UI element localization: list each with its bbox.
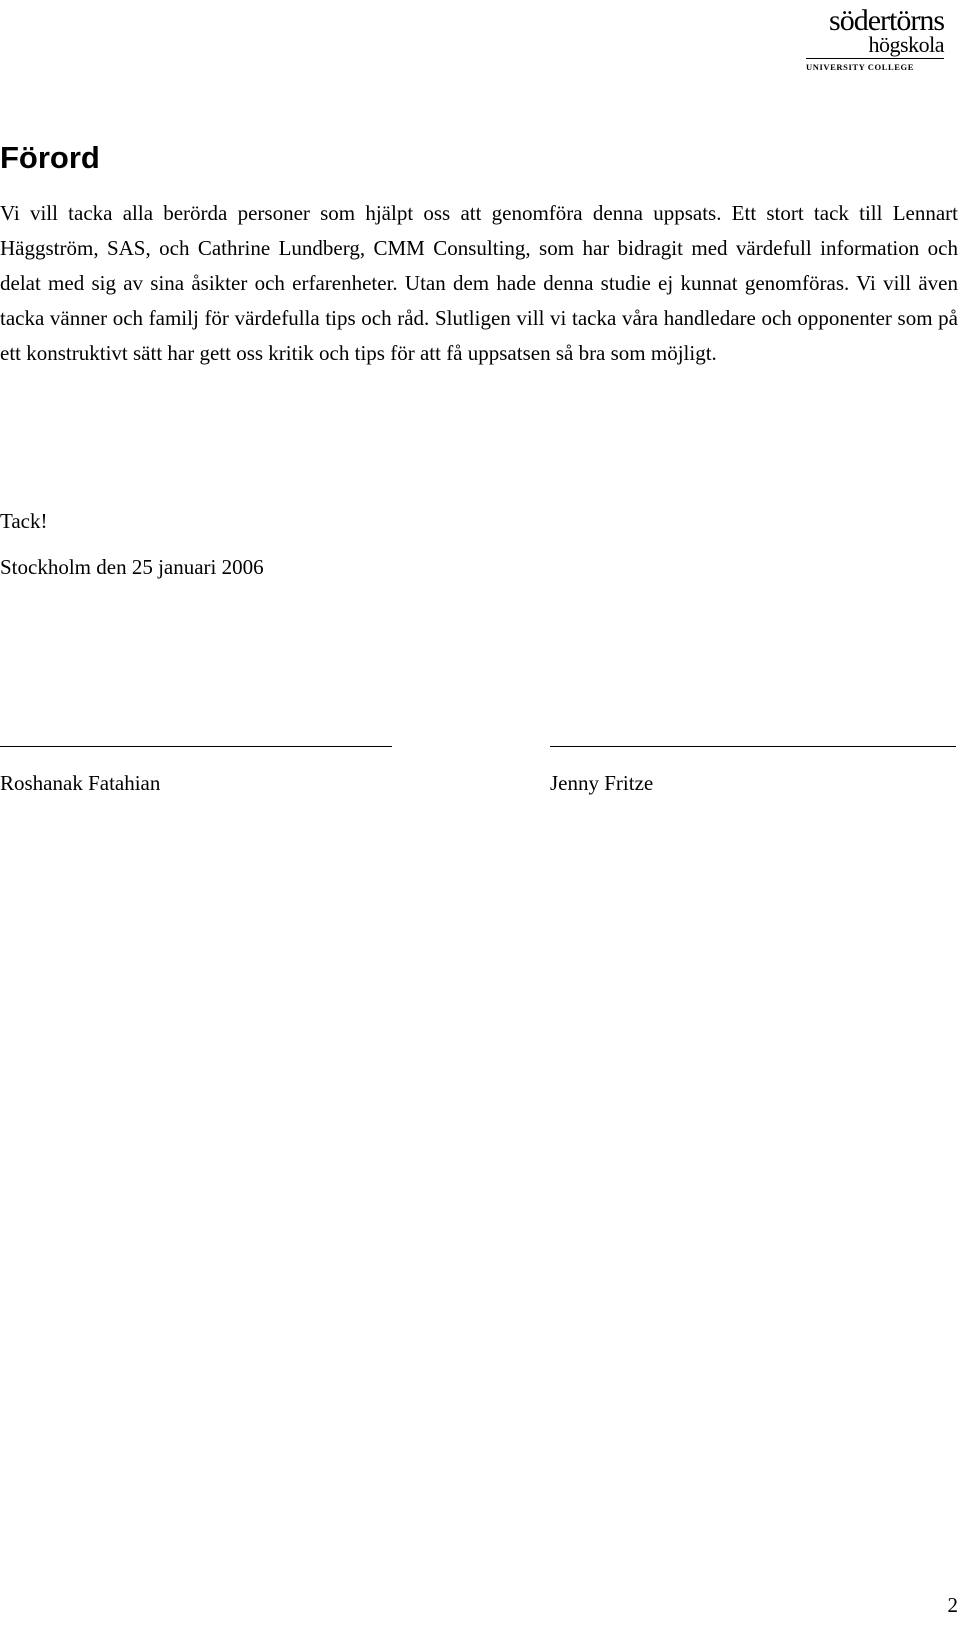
signature-line-left [0,746,392,747]
logo-subtitle: UNIVERSITY COLLEGE [806,62,915,72]
signature-name-right: Jenny Fritze [550,771,654,795]
university-logo [806,6,952,76]
signature-name-left: Roshanak Fatahian [0,771,161,795]
logo-wordmark-line2: högskola [868,32,944,57]
signature-line-right [550,746,956,747]
page-title: Förord [0,140,100,175]
page-number: 2 [947,1593,958,1617]
place-and-date: Stockholm den 25 januari 2006 [0,555,264,579]
logo-divider [806,58,944,59]
thanks-line: Tack! [0,509,48,533]
logo-wordmark-line1: södertörns [829,4,944,37]
preface-paragraph: Vi vill tacka alla berörda personer som hjälpt oss att genomföra denna uppsats. Ett stort tack till Lennart Häggström, SAS, och Cathrine Lundberg, CMM Consulting, som har bidragit med värdefull information och delat med sig av sina åsikter och erfarenheter. Utan dem hade denna studie ej kunnat genomföras. Vi vill även tacka vänner och familj för värdefulla tips och råd. Slutligen vill vi tacka våra handledare och opponenter som på ett konstruktivt sätt har gett oss kritik och tips för att få uppsatsen så bra som möjligt. [0,201,958,365]
